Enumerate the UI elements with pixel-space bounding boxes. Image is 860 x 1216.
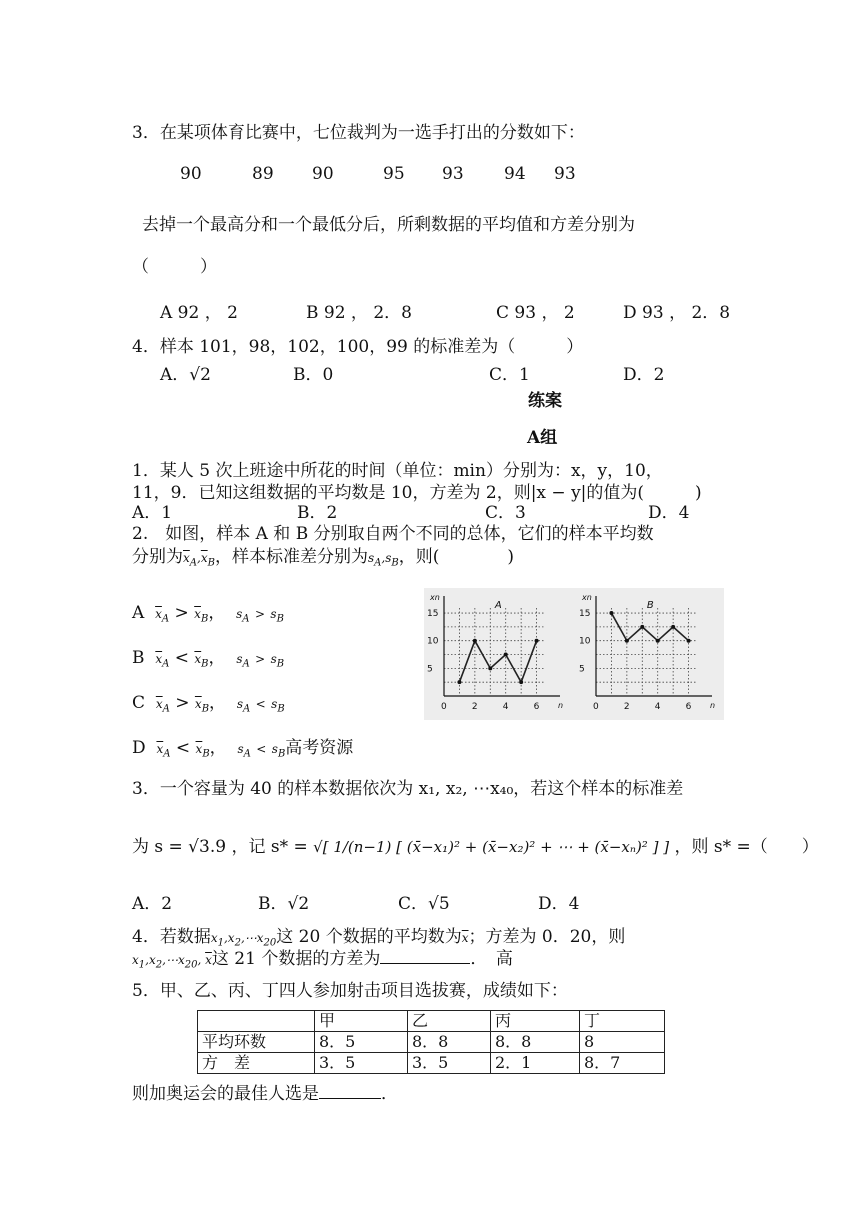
q2-means: $\overline{x}_A,\overline{x}_B$ (183, 551, 215, 569)
table-cell: 丁 (580, 1011, 665, 1032)
q2-line2-a: 分别为 (132, 547, 183, 567)
table-cell: 8．7 (580, 1053, 665, 1074)
data-point (625, 639, 629, 643)
table-cell: 方 差 (198, 1053, 315, 1074)
y-axis-label: xn (582, 593, 592, 602)
y-tick-label: 5 (427, 664, 433, 675)
table-cell: 3．5 (408, 1053, 491, 1074)
q2-option-a: A $\overline{x}_A > \overline{x}_B$， $s_A > s_B$ (132, 603, 284, 625)
data-point (687, 639, 691, 643)
table-cell (198, 1011, 315, 1032)
q1-option-c: C．3 (485, 503, 526, 523)
q2-figure (424, 588, 724, 720)
q3-formula: √[ 1/(n−1) [ (x̄−x₁)² + (x̄−x₂)² + ⋯ + (x̄−xₙ)² ] ] (313, 838, 670, 856)
table-cell: 8 (580, 1032, 665, 1053)
q3-line2-a: 为 s = √3.9 ，记 s* = (132, 837, 308, 857)
q5-answer-blank[interactable] (319, 1084, 381, 1099)
y-axis-label: xn (430, 593, 440, 602)
q1-line2: 11，9．已知这组数据的平均数是 10，方差为 2，则|x − y|的值为( ) (132, 483, 702, 503)
q4-data-seq2: $x_1,x_2,\cdots x_{20}$, $\overline{x}$ (132, 953, 212, 971)
q3-line2 (132, 832, 819, 857)
q4-prev-option-a: A．√2 (160, 365, 211, 385)
x-tick-label: 6 (533, 702, 540, 712)
q3-prev-option-b: B 92 ， 2．8 (306, 303, 412, 323)
table-row (198, 1032, 665, 1053)
score: 90 (180, 164, 202, 184)
q3-prev-text2: 去掉一个最高分和一个最低分后，所剩数据的平均值和方差分别为 (142, 215, 635, 235)
q2-line2 (132, 542, 514, 568)
y-tick-label: 10 (579, 636, 591, 647)
chart-title: B (646, 600, 654, 611)
q1-option-d: D．4 (648, 503, 690, 523)
q2-line1: 2. 如图，样本 A 和 B 分别取自两个不同的总体，它们的样本平均数 (132, 524, 654, 544)
table-cell: 3．5 (315, 1053, 408, 1074)
q4-mean: $\overline{x}$ (461, 931, 469, 945)
data-point (535, 639, 539, 643)
q3-prev-option-c: C 93 ， 2 (496, 303, 575, 323)
x-tick-label: 6 (685, 702, 692, 712)
q4-data-seq: $x_1,x_2,\cdots x_{20}$ (210, 931, 277, 949)
q3-option-a: A．2 (132, 894, 173, 914)
score: 93 (554, 164, 576, 184)
data-point (457, 680, 461, 684)
table-cell: 丙 (491, 1011, 580, 1032)
y-tick-label: 5 (579, 664, 585, 675)
q2-option-c: C $\overline{x}_A > \overline{x}_B$， $s_A < s_B$ (132, 693, 285, 715)
data-point (640, 625, 644, 629)
group-title: A组 (527, 428, 558, 448)
q5-line2: 则加奥运会的最佳人选是 ． (132, 1084, 398, 1104)
y-tick-label: 15 (579, 609, 591, 620)
data-point (488, 666, 492, 670)
table-cell: 2．1 (491, 1053, 580, 1074)
table-header-row (198, 1011, 665, 1032)
x-tick-label: 4 (654, 702, 661, 712)
score: 94 (504, 164, 526, 184)
q3-line1: 3．一个容量为 40 的样本数据依次为 x₁, x₂, ⋯x₄₀，若这个样本的标准差 (132, 779, 684, 799)
y-tick-label: 10 (427, 636, 439, 647)
x-tick-label: 0 (441, 702, 447, 712)
x-axis-label: n (710, 701, 716, 710)
q4-prev-option-b: B．0 (293, 365, 334, 385)
q3-prev-option-a: A 92 ， 2 (160, 303, 238, 323)
score: 89 (252, 164, 274, 184)
score: 93 (442, 164, 464, 184)
table-cell: 甲 (315, 1011, 408, 1032)
data-point (473, 639, 477, 643)
section-title: 练案 (528, 391, 562, 411)
table-cell: 8．8 (408, 1032, 491, 1053)
q2-line2-c: ，则( ) (398, 547, 514, 567)
q4-line2: $x_1,x_2,\cdots x_{20}$, $\overline{x}$这 21 个数据的方差为 ． 高 (132, 949, 513, 971)
data-point (671, 625, 675, 629)
q2-stds: $s_A,s_B$ (367, 551, 399, 569)
q2-option-b: B $\overline{x}_A < \overline{x}_B$， $s_A > s_B$ (132, 648, 285, 670)
q3-prev-option-d: D 93 ， 2．8 (623, 303, 731, 323)
q1-option-b: B．2 (297, 503, 338, 523)
x-tick-label: 2 (623, 702, 630, 712)
score: 90 (312, 164, 334, 184)
x-axis-label: n (558, 701, 564, 710)
q1-line1: 1．某人 5 次上班途中所花的时间（单位：min）分别为：x，y，10， (132, 461, 663, 481)
chart-a (424, 588, 569, 720)
q2-option-d: D $\overline{x}_A < \overline{x}_B$， $s_A < s_B$高考资源 (132, 738, 354, 760)
table-row (198, 1053, 665, 1074)
data-point (656, 639, 660, 643)
q5-score-table (197, 1010, 665, 1074)
q5-line1: 5．甲、乙、丙、丁四人参加射击项目选拔赛，成绩如下： (132, 981, 568, 1001)
q3-line2-b: ，则 s* =（ ） (674, 837, 819, 857)
q3-prev-paren: （ ） (132, 257, 217, 277)
q4-prev-option-d: D．2 (623, 365, 665, 385)
y-tick-label: 15 (427, 609, 439, 620)
q4-prev-option-c: C．1 (489, 365, 530, 385)
data-point (609, 611, 613, 615)
q2-line2-b: ，样本标准差分别为 (214, 547, 368, 567)
q1-option-a: A．1 (132, 503, 173, 523)
q3-option-b: B．√2 (258, 894, 310, 914)
q4-prev-text: 4．样本 101，98，102，100，99 的标准差为（ ） (132, 337, 584, 357)
table-cell: 8．5 (315, 1032, 408, 1053)
x-tick-label: 2 (471, 702, 478, 712)
q3-option-d: D．4 (538, 894, 580, 914)
chart-title: A (494, 600, 502, 611)
q3-prev-text: 3．在某项体育比赛中，七位裁判为一选手打出的分数如下： (132, 123, 585, 143)
x-tick-label: 4 (502, 702, 509, 712)
x-tick-label: 0 (593, 702, 599, 712)
q3-option-c: C．√5 (398, 894, 450, 914)
table-cell: 8．8 (491, 1032, 580, 1053)
data-point (504, 653, 508, 657)
series-line (459, 641, 536, 682)
table-cell: 平均环数 (198, 1032, 315, 1053)
q4-line1: 4．若数据$x_1,x_2,\cdots x_{20}$这 20 个数据的平均数为$\overline{x}$；方差为 0．20，则 (132, 927, 626, 949)
q4-answer-blank[interactable] (380, 949, 470, 964)
data-point (519, 680, 523, 684)
table-cell: 乙 (408, 1011, 491, 1032)
score: 95 (383, 164, 405, 184)
chart-b (576, 588, 721, 720)
